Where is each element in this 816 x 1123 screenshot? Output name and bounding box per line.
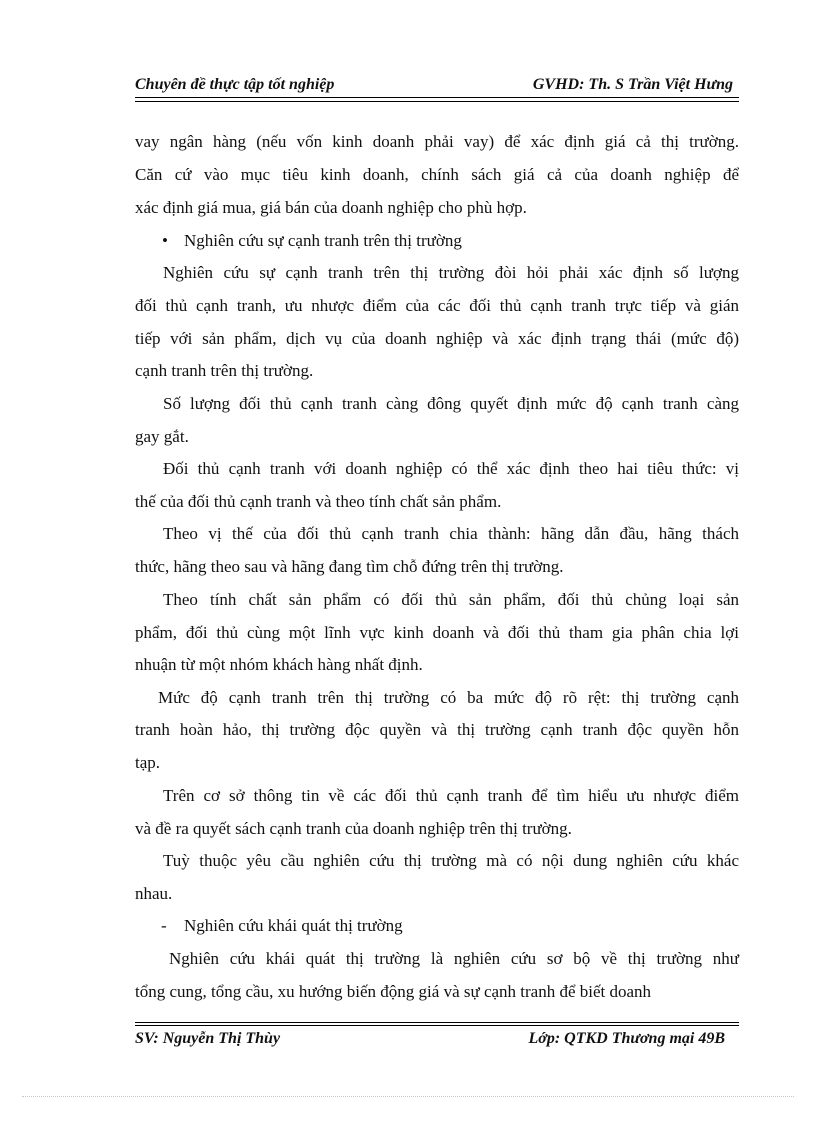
body-line: Mức độ cạnh tranh trên thị trường có ba mức độ rõ rệt: thị trường cạnh: [158, 688, 739, 707]
body-line: Số lượng đối thủ cạnh tranh càng đông quyết định mức độ cạnh tranh càng: [163, 394, 739, 413]
body-line: Tuỳ thuộc yêu cầu nghiên cứu thị trường mà có nội dung nghiên cứu khác: [163, 851, 739, 870]
footer-student: SV: Nguyễn Thị Thùy: [135, 1030, 281, 1047]
body-line: Theo tính chất sản phẩm có đối thủ sản phẩm, đối thủ chủng loại sản: [163, 590, 739, 609]
body-line: đối thủ cạnh tranh, ưu nhược điểm của các đối thủ cạnh tranh trực tiếp và gián: [135, 296, 739, 315]
header-rule: [135, 97, 739, 98]
footer-class: Lớp: QTKD Thương mại 49B: [528, 1030, 725, 1047]
body-line: Nghiên cứu khái quát thị trường là nghiên cứu sơ bộ về thị trường như: [169, 949, 739, 968]
body-line: gay gắt.: [135, 427, 189, 446]
dash-marker: -: [161, 916, 167, 935]
body-line: vay ngân hàng (nếu vốn kinh doanh phải vay) để xác định giá cả thị trường.: [135, 132, 739, 151]
header-title: Chuyên đề thực tập tốt nghiệp: [135, 76, 335, 93]
body-line: tiếp với sản phẩm, dịch vụ của doanh nghiệp và xác định trạng thái (mức độ): [135, 329, 739, 348]
body-line: nhuận từ một nhóm khách hàng nhất định.: [135, 655, 423, 674]
body-line: thức, hãng theo sau và hãng đang tìm chỗ đứng trên thị trường.: [135, 557, 564, 576]
page-edge-divider: [22, 1096, 794, 1097]
page-footer: [135, 1030, 739, 1052]
body-line: tổng cung, tổng cầu, xu hướng biến động giá và sự cạnh tranh để biết doanh: [135, 982, 652, 1001]
body-line: xác định giá mua, giá bán của doanh nghiệp cho phù hợp.: [135, 198, 527, 217]
header-rule-thin: [135, 101, 739, 102]
body-line: cạnh tranh trên thị trường.: [135, 361, 314, 380]
page-header: [135, 74, 739, 98]
body-line: Trên cơ sở thông tin về các đối thủ cạnh tranh để tìm hiểu ưu nhược điểm: [163, 786, 739, 805]
body-line: Theo vị thế của đối thủ cạnh tranh chia thành: hãng dẫn đầu, hãng thách: [163, 524, 739, 543]
body-line: Nghiên cứu sự cạnh tranh trên thị trường đòi hỏi phải xác định số lượng: [163, 263, 739, 282]
header-advisor: GVHD: Th. S Trần Việt Hưng: [532, 76, 733, 93]
body-line: và đề ra quyết sách cạnh tranh của doanh nghiệp trên thị trường.: [135, 819, 572, 838]
body-line: phẩm, đối thủ cùng một lĩnh vực kinh doanh và đối thủ tham gia phân chia lợi: [135, 623, 739, 642]
dash-heading: Nghiên cứu khái quát thị trường: [184, 916, 403, 935]
footer-rule-thin: [135, 1022, 739, 1023]
body-line: Đối thủ cạnh tranh với doanh nghiệp có thể xác định theo hai tiêu thức: vị: [163, 459, 739, 478]
body-line: tranh hoàn hảo, thị trường độc quyền và thị trường cạnh tranh độc quyền hỗn: [135, 720, 739, 739]
footer-rule: [135, 1025, 739, 1026]
bullet-marker: •: [162, 231, 168, 250]
body-line: tạp.: [135, 753, 161, 772]
body-line: nhau.: [135, 884, 173, 903]
body-line: Căn cứ vào mục tiêu kinh doanh, chính sách giá cả của doanh nghiệp để: [135, 165, 739, 184]
body-line: thế của đối thủ cạnh tranh và theo tính chất sản phẩm.: [135, 492, 502, 511]
bullet-heading: Nghiên cứu sự cạnh tranh trên thị trường: [184, 231, 462, 250]
